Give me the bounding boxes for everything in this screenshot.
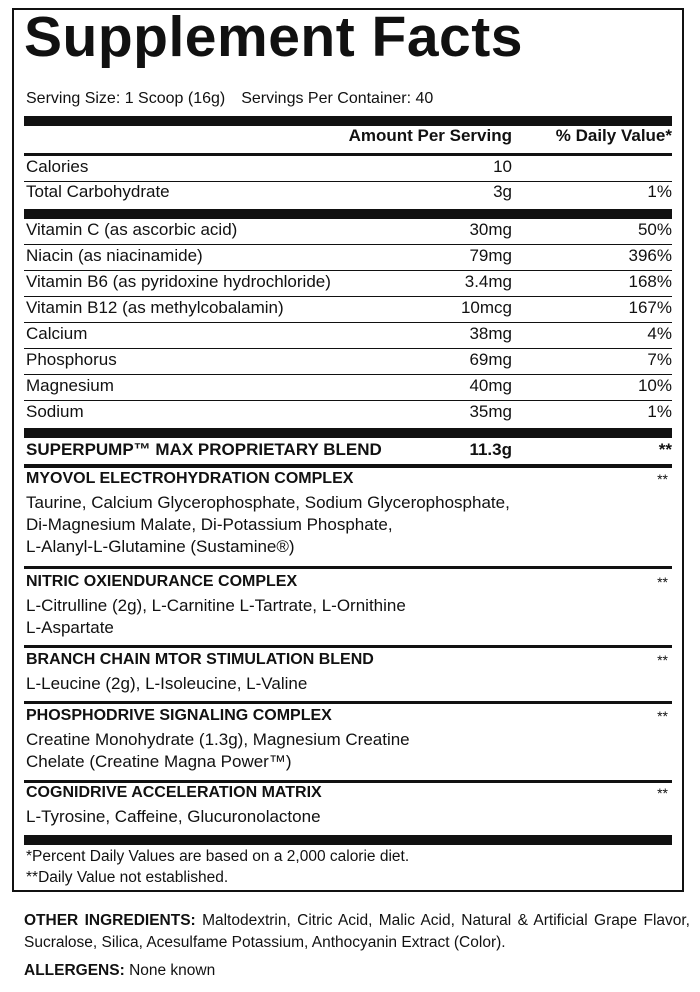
row-dv: 1% (647, 182, 672, 201)
row-name: Niacin (as niacinamide) (26, 246, 203, 265)
divider (24, 701, 672, 704)
row-dv: 4% (647, 324, 672, 343)
row-divider (24, 270, 672, 271)
row-name: Total Carbohydrate (26, 182, 170, 201)
complex-line: Taurine, Calcium Glycerophosphate, Sodium Glycerophosphate, (26, 493, 510, 512)
row-amount: 30mg (469, 220, 512, 239)
row-dv: 7% (647, 350, 672, 369)
row-amount: 69mg (469, 350, 512, 369)
complex-dv: ** (657, 471, 668, 487)
complex-title: NITRIC OXIENDURANCE COMPLEX (26, 573, 298, 590)
row-dv: 10% (637, 376, 672, 395)
divider (24, 464, 672, 468)
complex-line: L-Tyrosine, Caffeine, Glucuronolactone (26, 807, 321, 826)
row-dv: 167% (628, 298, 672, 317)
row-amount: 40mg (469, 376, 512, 395)
complex-title: COGNIDRIVE ACCELERATION MATRIX (26, 784, 322, 801)
column-header-dv: % Daily Value* (555, 126, 672, 145)
row-dv: 168% (628, 272, 672, 291)
blend-amount: 11.3g (469, 440, 512, 459)
row-name: Calories (26, 157, 89, 176)
blend-dv: ** (658, 440, 672, 459)
row-name: Sodium (26, 402, 84, 421)
allergens-label: ALLERGENS: (24, 962, 125, 979)
row-amount: 3g (493, 182, 512, 201)
row-divider (24, 322, 672, 323)
row-name: Magnesium (26, 376, 114, 395)
divider (24, 153, 672, 156)
column-header-amount: Amount Per Serving (348, 126, 512, 145)
complex-line: Chelate (Creatine Magna Power™) (26, 752, 292, 771)
complex-dv: ** (657, 708, 668, 724)
complex-title: BRANCH CHAIN MTOR STIMULATION BLEND (26, 651, 374, 668)
allergens (24, 962, 215, 980)
row-name: Calcium (26, 324, 88, 343)
complex-line: L-Aspartate (26, 618, 114, 637)
row-name: Phosphorus (26, 350, 117, 369)
row-name: Vitamin C (as ascorbic acid) (26, 220, 238, 239)
supplement-facts-panel (12, 5, 684, 892)
allergens-text: None known (129, 962, 216, 979)
serving-info (26, 90, 433, 108)
row-divider (24, 400, 672, 401)
panel-title: Supplement Facts (24, 5, 523, 69)
row-amount: 10mcg (460, 298, 512, 317)
complex-line: Di-Magnesium Malate, Di-Potassium Phosphate, (26, 515, 393, 534)
row-amount: 79mg (469, 246, 512, 265)
complex-dv: ** (657, 785, 668, 801)
row-dv: 1% (647, 402, 672, 421)
footnote-not-established: **Daily Value not established. (26, 869, 229, 886)
row-divider (24, 374, 672, 375)
divider (24, 780, 672, 783)
row-divider (24, 296, 672, 297)
row-name: Vitamin B6 (as pyridoxine hydrochloride) (26, 272, 331, 291)
complex-title: PHOSPHODRIVE SIGNALING COMPLEX (26, 707, 332, 724)
row-dv: 396% (628, 246, 672, 265)
row-amount: 10 (493, 157, 512, 176)
servings-per-container: Servings Per Container: 40 (241, 90, 434, 107)
thick-divider (24, 428, 672, 438)
row-divider (24, 348, 672, 349)
other-ingredients-text: Maltodextrin, Citric Acid, Malic Acid, Natural & Artificial Grape Flavor, Sucralose, Silica, Acesulfame Potassium, Anthocyanin Extract (Color). (24, 912, 690, 951)
thick-divider (24, 116, 672, 126)
other-ingredients-label: OTHER INGREDIENTS: (24, 912, 196, 929)
row-divider (24, 244, 672, 245)
complex-line: L-Alanyl-L-Glutamine (Sustamine®) (26, 537, 295, 556)
blend-name: SUPERPUMP™ MAX PROPRIETARY BLEND (26, 440, 382, 459)
footnote-dv: *Percent Daily Values are based on a 2,000 calorie diet. (26, 848, 410, 865)
row-amount: 3.4mg (464, 272, 512, 291)
serving-size: Serving Size: 1 Scoop (16g) (26, 90, 226, 107)
complex-line: Creatine Monohydrate (1.3g), Magnesium Creatine (26, 730, 410, 749)
complex-title: MYOVOL ELECTROHYDRATION COMPLEX (26, 470, 354, 487)
row-amount: 35mg (469, 402, 512, 421)
complex-line: L-Citrulline (2g), L-Carnitine L-Tartrate, L-Ornithine (26, 596, 406, 615)
thick-divider (24, 835, 672, 845)
divider (24, 645, 672, 648)
row-amount: 38mg (469, 324, 512, 343)
row-name: Vitamin B12 (as methylcobalamin) (26, 298, 284, 317)
thick-divider (24, 209, 672, 219)
other-ingredients (24, 910, 690, 954)
complex-dv: ** (657, 652, 668, 668)
complex-line: L-Leucine (2g), L-Isoleucine, L-Valine (26, 674, 308, 693)
divider (24, 566, 672, 569)
complex-dv: ** (657, 574, 668, 590)
row-dv: 50% (637, 220, 672, 239)
